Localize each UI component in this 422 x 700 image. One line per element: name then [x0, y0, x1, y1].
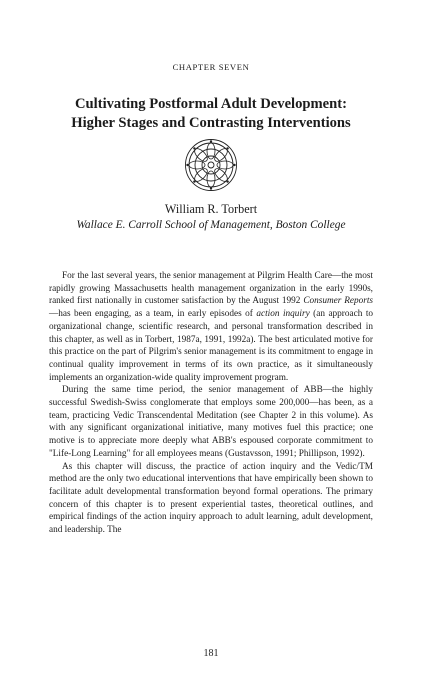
paragraph-1: For the last several years, the senior management at Pilgrim Health Care—the most rapidly growing Massachusetts health management organization in the early 1990s, ranked first nationally in customer satisfaction by the August 1992 Consumer Reports—has been engaging, as a team, in early episodes of action inquiry (an approach to organizational change, scientific research, and personal transformation described in this chapter, as well as in Torbert, 1987a, 1991, 1992a). The best articulated motive for this practice on the part of Pilgrim's senior management is its commitment to engage in continual quality improvement in terms of its own practice, as it simultaneously implements an organization-wide quality improvement program. — [49, 271, 374, 383]
title-line-1: Cultivating Postformal Adult Development: — [75, 96, 347, 112]
author-affiliation: Wallace E. Carroll School of Management, Boston College — [76, 219, 346, 231]
paragraph-2: During the same time period, the senior management of ABB—the highly successful Swedish-Swiss conglomerate that employs some 200,000—has been, as a team, practicing Vedic Transcendental Meditation (see Chapter 2 in this volume). As with any significant organizational initiative, many motives fuel this practice; one motive is to appreciate more deeply what ABB's espoused corporate commitment to "Life-Long Learning" for all employees means (Gustavsson, 1991; Phillipson, 1992). — [49, 385, 373, 459]
chapter-ornament-icon — [184, 138, 238, 192]
body-text — [49, 270, 373, 537]
chapter-title — [30, 95, 392, 133]
chapter-label: CHAPTER SEVEN — [172, 62, 250, 72]
title-line-2: Higher Stages and Contrasting Interventions — [71, 115, 351, 131]
author-name: William R. Torbert — [164, 202, 258, 216]
page-number: 181 — [203, 648, 219, 659]
paragraph-3: As this chapter will discuss, the practice of action inquiry and the Vedic/TM method are the only two educational interventions that have empirically been shown to facilitate adult developmental transformation beyond formal operations. The primary concern of this chapter is to present experiential tastes, theoretical outlines, and empirical findings of the action inquiry approach to adult learning, adult development, and leadership. The — [49, 461, 373, 536]
